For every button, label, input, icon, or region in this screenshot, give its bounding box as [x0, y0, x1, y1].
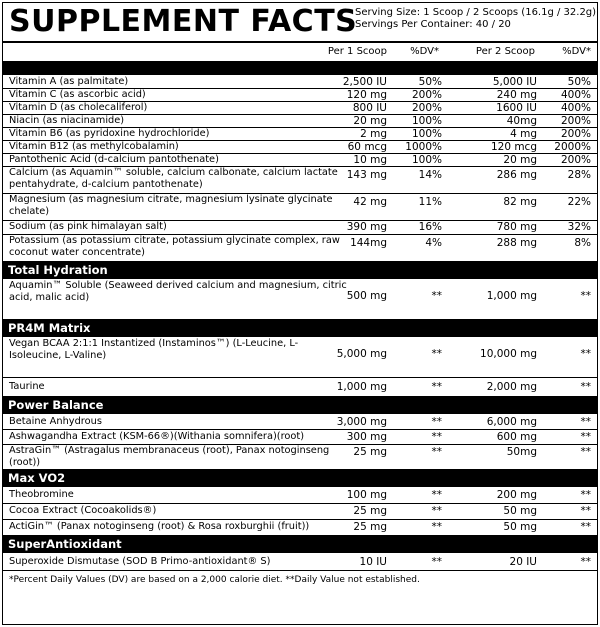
- amount-per-2-scoop: 780 mg: [496, 221, 537, 233]
- dv-per-2-scoop: 8%: [574, 236, 591, 249]
- amount-per-1-scoop: 120 mg: [346, 88, 387, 101]
- amount-per-1-scoop: 1,000 mg: [336, 380, 387, 393]
- amount-per-1-scoop: 800 IU: [352, 101, 387, 114]
- nutrient-name: Magnesium (as magnesium citrate, magnesium lysinate glycinate chelate): [9, 194, 333, 217]
- panel-title: SUPPLEMENT FACTS: [9, 4, 358, 39]
- amount-per-2-scoop: 120 mcg: [490, 140, 537, 153]
- dv-per-2-scoop: 28%: [567, 168, 591, 181]
- column-header-dv-2: %DV*: [562, 46, 591, 57]
- dv-per-1-scoop: **: [431, 555, 442, 568]
- dv-per-1-scoop: 16%: [418, 221, 442, 233]
- table-row: [3, 337, 597, 377]
- amount-per-2-scoop: 82 mg: [503, 195, 537, 208]
- amount-per-2-scoop: 1,000 mg: [486, 290, 537, 302]
- dv-per-1-scoop: **: [431, 348, 442, 360]
- amount-per-1-scoop: 25 mg: [353, 521, 387, 533]
- nutrient-name: Vitamin C (as ascorbic acid): [9, 88, 146, 100]
- dv-per-1-scoop: 100%: [411, 114, 442, 127]
- table-row: [3, 444, 597, 469]
- table-row: [3, 414, 597, 429]
- footnote: *Percent Daily Values (DV) are based on a 2,000 calorie diet. **Daily Value not established.: [9, 575, 420, 585]
- table-row: [3, 101, 597, 114]
- dv-per-1-scoop: 14%: [418, 168, 442, 181]
- dv-per-2-scoop: **: [580, 521, 591, 533]
- dv-per-1-scoop: **: [431, 415, 442, 428]
- table-row: [3, 487, 597, 503]
- table-row: [3, 153, 597, 166]
- dv-per-1-scoop: 100%: [411, 127, 442, 140]
- column-header-per-1-scoop: Per 1 Scoop: [327, 46, 387, 57]
- amount-per-1-scoop: 60 mcg: [347, 140, 387, 153]
- dv-per-2-scoop: 200%: [560, 114, 591, 127]
- amount-per-2-scoop: 286 mg: [496, 168, 537, 181]
- table-row: [3, 503, 597, 519]
- nutrient-name: ActiGin™ (Panax notoginseng (root) & Rosa roxburghii (fruit)): [9, 521, 310, 532]
- column-header-per-2-scoop: Per 2 Scoop: [475, 46, 535, 57]
- dv-per-2-scoop: 50%: [567, 75, 591, 88]
- nutrient-name: Vitamin D (as cholecaliferol): [9, 101, 148, 113]
- dv-per-2-scoop: **: [580, 505, 591, 517]
- amount-per-2-scoop: 50 mg: [503, 505, 537, 517]
- dv-per-1-scoop: 50%: [418, 75, 442, 88]
- amount-per-1-scoop: 10 mg: [353, 153, 387, 166]
- amount-per-2-scoop: 50mg: [506, 445, 537, 458]
- nutrient-name: Calcium (as Aquamin™ soluble, calcium calbonate, calcium lactate pentahydrate, d-calcium pantothenate): [9, 167, 338, 190]
- dv-per-1-scoop: **: [431, 445, 442, 458]
- amount-per-1-scoop: 100 mg: [346, 489, 387, 501]
- nutrient-name: Cocoa Extract (Cocoakolids®): [9, 505, 157, 516]
- nutrient-name: Theobromine: [9, 489, 74, 500]
- nutrient-name: Sodium (as pink himalayan salt): [9, 221, 167, 232]
- table-row: [3, 114, 597, 127]
- supplement-facts-panel: [2, 2, 598, 625]
- amount-per-1-scoop: 5,000 mg: [336, 348, 387, 360]
- section-header: Total Hydration: [3, 261, 597, 279]
- dv-per-1-scoop: **: [431, 430, 442, 443]
- serving-size: Serving Size: 1 Scoop / 2 Scoops (16.1g / 32.2g): [355, 7, 597, 18]
- amount-per-1-scoop: 143 mg: [346, 168, 387, 181]
- nutrient-name: Niacin (as niacinamide): [9, 114, 125, 126]
- amount-per-2-scoop: 1600 IU: [496, 101, 537, 114]
- section-header: Max VO2: [3, 469, 597, 487]
- amount-per-1-scoop: 2,500 IU: [342, 75, 387, 88]
- amount-per-2-scoop: 5,000 IU: [492, 75, 537, 88]
- amount-per-1-scoop: 3,000 mg: [336, 415, 387, 428]
- servings-per-container: Servings Per Container: 40 / 20: [355, 19, 511, 30]
- dv-per-2-scoop: **: [580, 555, 591, 568]
- amount-per-2-scoop: 4 mg: [510, 127, 537, 140]
- header-thick-bar: [3, 61, 597, 75]
- dv-per-1-scoop: 100%: [411, 153, 442, 166]
- dv-per-2-scoop: 22%: [567, 195, 591, 208]
- dv-per-1-scoop: **: [431, 380, 442, 393]
- section-header: Power Balance: [3, 396, 597, 414]
- nutrient-name: Taurine: [9, 380, 45, 392]
- table-row: [3, 75, 597, 88]
- amount-per-1-scoop: 25 mg: [353, 505, 387, 517]
- nutrient-name: Vitamin A (as palmitate): [9, 75, 129, 87]
- amount-per-1-scoop: 10 IU: [359, 555, 387, 568]
- table-row: [3, 429, 597, 444]
- dv-per-2-scoop: 2000%: [554, 140, 591, 153]
- dv-per-1-scoop: 200%: [411, 101, 442, 114]
- dv-per-2-scoop: 32%: [567, 221, 591, 233]
- table-row: [3, 88, 597, 101]
- amount-per-2-scoop: 20 IU: [509, 555, 537, 568]
- dv-per-2-scoop: 200%: [560, 153, 591, 166]
- amount-per-1-scoop: 144mg: [350, 236, 387, 249]
- table-row: [3, 234, 597, 261]
- nutrient-name: Aquamin™ Soluble (Seaweed derived calcium and magnesium, citric acid, malic acid): [9, 280, 347, 303]
- dv-per-1-scoop: **: [431, 521, 442, 533]
- nutrient-name: Vitamin B12 (as methylcobalamin): [9, 140, 179, 152]
- amount-per-1-scoop: 20 mg: [353, 114, 387, 127]
- dv-per-2-scoop: **: [580, 445, 591, 458]
- amount-per-2-scoop: 600 mg: [496, 430, 537, 443]
- dv-per-2-scoop: **: [580, 380, 591, 393]
- dv-per-2-scoop: 400%: [560, 101, 591, 114]
- amount-per-1-scoop: 42 mg: [353, 195, 387, 208]
- row-divider: [3, 570, 597, 571]
- dv-per-1-scoop: 11%: [418, 195, 442, 208]
- dv-per-2-scoop: **: [580, 415, 591, 428]
- column-header-dv-1: %DV*: [410, 46, 439, 57]
- amount-per-1-scoop: 2 mg: [360, 127, 387, 140]
- table-row: [3, 519, 597, 535]
- dv-per-2-scoop: 200%: [560, 127, 591, 140]
- nutrient-name: AstraGin™ (Astragalus membranaceus (root), Panax notoginseng (root)): [9, 445, 330, 468]
- table-row: [3, 279, 597, 319]
- table-row: [3, 127, 597, 140]
- dv-per-1-scoop: 1000%: [405, 140, 442, 153]
- nutrient-name: Betaine Anhydrous: [9, 415, 102, 427]
- amount-per-1-scoop: 390 mg: [346, 221, 387, 233]
- amount-per-2-scoop: 20 mg: [503, 153, 537, 166]
- amount-per-1-scoop: 500 mg: [346, 290, 387, 302]
- dv-per-1-scoop: **: [431, 505, 442, 517]
- dv-per-1-scoop: 4%: [425, 236, 442, 249]
- nutrient-name: Superoxide Dismutase (SOD B Primo-antioxidant® S): [9, 555, 271, 567]
- dv-per-2-scoop: **: [580, 348, 591, 360]
- amount-per-1-scoop: 300 mg: [346, 430, 387, 443]
- dv-per-2-scoop: 400%: [560, 88, 591, 101]
- nutrient-name: Vegan BCAA 2:1:1 Instantized (Instaminos™) (L-Leucine, L-Isoleucine, L-Valine): [9, 338, 299, 361]
- dv-per-2-scoop: **: [580, 290, 591, 302]
- amount-per-2-scoop: 288 mg: [496, 236, 537, 249]
- title-divider: [3, 41, 597, 43]
- amount-per-2-scoop: 200 mg: [496, 489, 537, 501]
- table-row: [3, 377, 597, 396]
- serving-info: [355, 7, 596, 31]
- dv-per-1-scoop: **: [431, 489, 442, 501]
- section-header: PR4M Matrix: [3, 319, 597, 337]
- table-row: [3, 166, 597, 193]
- section-header: SuperAntioxidant: [3, 535, 597, 553]
- amount-per-2-scoop: 50 mg: [503, 521, 537, 533]
- dv-per-2-scoop: **: [580, 489, 591, 501]
- table-row: [3, 553, 597, 570]
- amount-per-2-scoop: 10,000 mg: [480, 348, 537, 360]
- table-row: [3, 193, 597, 220]
- amount-per-2-scoop: 240 mg: [496, 88, 537, 101]
- amount-per-2-scoop: 6,000 mg: [486, 415, 537, 428]
- table-row: [3, 140, 597, 153]
- nutrient-name: Ashwagandha Extract (KSM-66®)(Withania somnifera)(root): [9, 430, 305, 442]
- amount-per-2-scoop: 40mg: [506, 114, 537, 127]
- nutrient-name: Potassium (as potassium citrate, potassium glycinate complex, raw coconut water concentrate): [9, 235, 340, 258]
- amount-per-2-scoop: 2,000 mg: [486, 380, 537, 393]
- dv-per-2-scoop: **: [580, 430, 591, 443]
- table-row: [3, 220, 597, 234]
- dv-per-1-scoop: 200%: [411, 88, 442, 101]
- amount-per-1-scoop: 25 mg: [353, 445, 387, 458]
- nutrient-name: Pantothenic Acid (d-calcium pantothenate): [9, 153, 219, 165]
- nutrient-name: Vitamin B6 (as pyridoxine hydrochloride): [9, 127, 210, 139]
- dv-per-1-scoop: **: [431, 290, 442, 302]
